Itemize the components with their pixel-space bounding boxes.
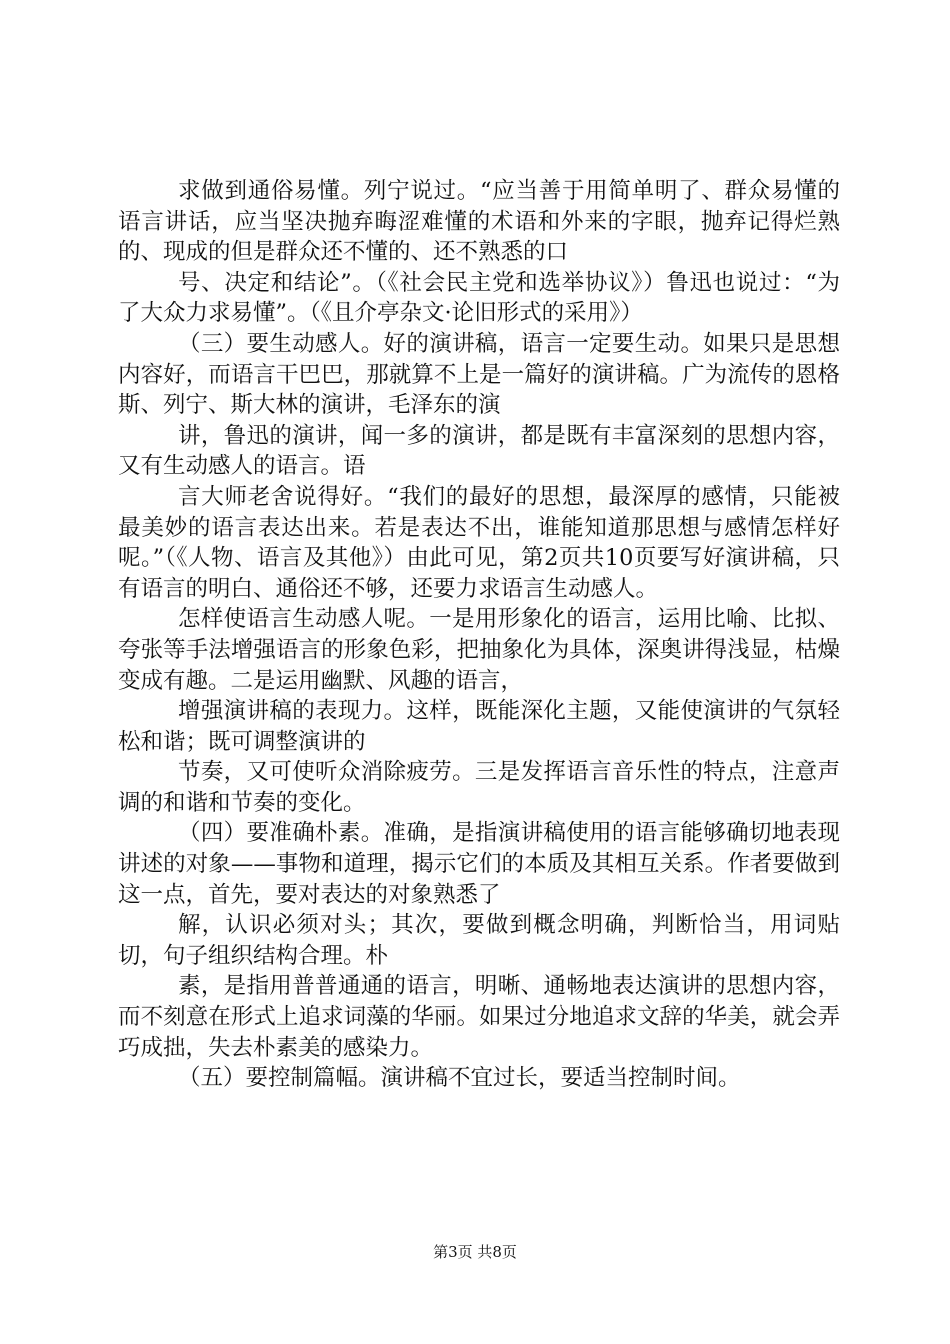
paragraph-2: 号、决定和结论”。（《社会民主党和选举协议》）鲁迅也说过：“为了大众力求易懂”。（《且介亭杂文·论旧形式的采用》） bbox=[118, 269, 840, 327]
paragraph-10: 解，认识必须对头；其次，要做到概念明确，判断恰当，用词贴切，句子组织结构合理。朴 bbox=[118, 912, 840, 969]
paragraph-5: 言大师老舍说得好。“我们的最好的思想，最深厚的感情，只能被最美妙的语言表达出来。若是表达不出，谁能知道那思想与感情怎样好呢。”（《人物、语言及其他》）由此可见，第2页共10页要写好演讲稿，只有语言的明白、通俗还不够，还要力求语言生动感人。 bbox=[118, 483, 840, 602]
paragraph-11: 素，是指用普普通通的语言，明晰、通畅地表达演讲的思想内容，而不刻意在形式上追求词藻的华丽。如果过分地追求文辞的华美，就会弄巧成拙，失去朴素美的感染力。 bbox=[118, 973, 840, 1061]
paragraph-12: （五）要控制篇幅。演讲稿不宜过长，要适当控制时间。 bbox=[178, 1065, 741, 1092]
paragraph-4: 讲，鲁迅的演讲，闻一多的演讲，都是既有丰富深刻的思想内容，又有生动感人的语言。语 bbox=[118, 422, 840, 480]
paragraph-7: 增强演讲稿的表现力。这样，既能深化主题，又能使演讲的气氛轻松和谐；既可调整演讲的 bbox=[118, 698, 840, 755]
document-body bbox=[118, 176, 840, 1094]
page-footer: 第3页 共8页 bbox=[433, 1243, 517, 1261]
paragraph-6: 怎样使语言生动感人呢。一是用形象化的语言，运用比喻、比拟、夸张等手法增强语言的形象色彩，把抽象化为具体，深奥讲得浅显，枯燥变成有趣。二是运用幽默、风趣的语言， bbox=[118, 606, 840, 694]
paragraph-3: （三）要生动感人。好的演讲稿，语言一定要生动。如果只是思想内容好，而语言干巴巴，那就算不上是一篇好的演讲稿。广为流传的恩格斯、列宁、斯大林的演讲，毛泽东的演 bbox=[118, 330, 840, 419]
paragraph-8: 节奏，又可使听众消除疲劳。三是发挥语言音乐性的特点，注意声调的和谐和节奏的变化。 bbox=[118, 759, 840, 816]
paragraph-9: （四）要准确朴素。准确，是指演讲稿使用的语言能够确切地表现讲述的对象——事物和道理，揭示它们的本质及其相互关系。作者要做到这一点，首先，要对表达的对象熟悉了 bbox=[118, 820, 840, 908]
paragraph-1: 求做到通俗易懂。列宁说过。“应当善于用简单明了、群众易懂的语言讲话，应当坚决抛弃晦涩难懂的术语和外来的字眼，抛弃记得烂熟的、现成的但是群众还不懂的、还不熟悉的口 bbox=[118, 178, 840, 266]
